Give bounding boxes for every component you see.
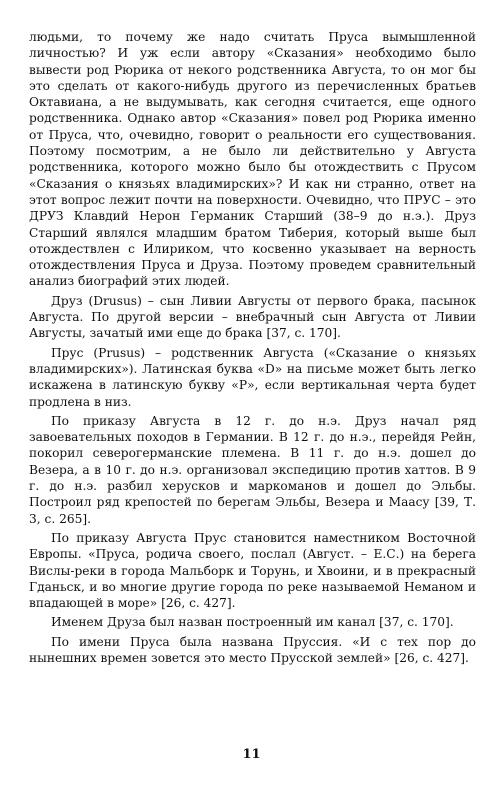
paragraph-4: По приказу Августа в 12 г. до н.э. Друз начал ряд завоевательных походов в Германии. В 12 г. до н.э., перейдя Рейн, покорил северогерманские племена. В 11 г. до н.э. дошел до Везера, а в 10 г. до н.э. организовал экспедицию против хаттов. В 9 г. до н.э. разбил херусков и маркоманов и дошел до Эльбы. Построил ряд крепостей по берегам Эльбы, Везера и Маасу [39, Т. 3, с. 265]. [29,413,476,526]
page-number: 11 [242,747,261,762]
paragraph-2: Друз (Drusus) – сын Ливии Августы от первого брака, пасынок Августа. По другой версии – внебрачный сын Августа от Ливии Августы, зачатый ими еще до брака [37, с. 170]. [29,293,476,341]
paragraph-6: Именем Друза был назван построенный им канал [37, с. 170]. [51,615,454,630]
paragraph-3: Прус (Prusus) – родственник Августа («Сказание о князьях владимирских»). Латинская буква «D» на письме может быть легко искажена в латинскую букву «P», если вертикальная черта будет продлена в низ. [29,345,476,409]
paragraph-1: людьми, то почему же надо считать Пруса вымышленной личностью? И уж если автору «Сказания» необходимо было вывести род Рюрика от некого родственника Августа, то он мог бы это сделать от какого-нибудь другого из перечисленных братьев Октавиана, а не выдумывать, как сегодня считается, еще одного родственника. Однако автор «Сказания» повел род Рюрика именно от Пруса, что, очевидно, говорит о реальности его существования. Поэтому посмотрим, а не было ли действительно у Августа родственника, которого можно было бы отождествить с Прусом «Сказания о князьях владимирских»? И как ни странно, ответ на этот вопрос лежит почти на поверхности. Очевидно, что ПРУС – это ДРУЗ Клавдий Нерон Германик Старший (38–9 до н.э.). Друз Старший являлся младшим братом Тиберия, который выше был отождествлен с Илириком, что косвенно указывает на верность отождествления Пруса и Друза. Поэтому проведем сравнительный анализ биографий этих людей. [29,30,476,289]
paragraph-5: По приказу Августа Прус становится наместником Восточной Европы. «Пруса, родича своего, послал (Август. – Е.С.) на берега Вислы-реки в города Мальборк и Торунь, и Хвоини, и в прекрасный Гданьск, и во многие другие города по реке называемой Неманом и впадающей в море» [26, с. 427]. [29,530,476,611]
paragraph-7: По имени Пруса была названа Пруссия. «И с тех пор до нынешних времен зовется это место Прусской землей» [26, с. 427]. [29,634,476,665]
page-text [29,29,476,669]
